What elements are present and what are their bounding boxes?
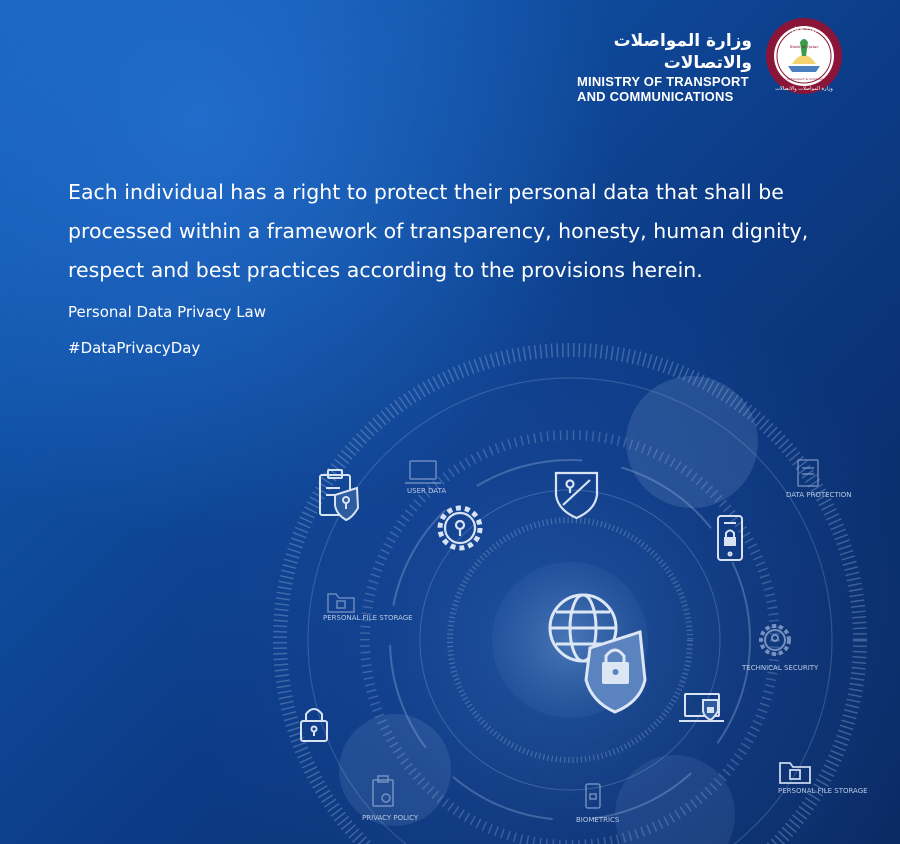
ministry-name	[560, 30, 752, 104]
biometrics-label: BIOMETRICS	[576, 816, 620, 824]
data-protection-label: DATA PROTECTION	[786, 491, 852, 499]
hashtag: #DataPrivacyDay	[68, 339, 201, 357]
emblem-english-text: State of Qatar	[789, 44, 819, 49]
phone-lock-icon	[718, 516, 742, 560]
folder-label-left: PERSONAL FILE STORAGE	[323, 614, 413, 622]
ministry-name-english-line1: MINISTRY OF TRANSPORT	[577, 74, 749, 89]
privacy-quote: Each individual has a right to protect their personal data that shall be processed within a framework of transparency, honesty, human dignity, respect and best practices according to the provisions herein.	[68, 180, 809, 282]
emblem-arabic-text: دولة قطر	[790, 26, 818, 34]
bubble	[339, 714, 451, 826]
privacy-policy-label: PRIVACY POLICY	[362, 814, 419, 822]
user-data-label: USER DATA	[407, 487, 447, 495]
folder-icon	[780, 763, 810, 783]
shield-icon	[556, 473, 597, 518]
state-emblem-icon	[764, 16, 844, 96]
gear-icon	[761, 626, 789, 654]
folder-label-right: PERSONAL FILE STORAGE	[778, 787, 868, 795]
law-title: Personal Data Privacy Law	[68, 303, 267, 321]
laptop-icon	[405, 461, 441, 483]
gear-lock-icon	[440, 508, 480, 548]
laptop-shield-icon	[679, 694, 724, 721]
technical-security-label: TECHNICAL SECURITY	[742, 664, 819, 672]
padlock-icon	[301, 709, 327, 741]
ministry-name-english-line2: AND COMMUNICATIONS	[577, 89, 734, 104]
emblem-lower-text: وزارة المواصلات والاتصالات	[775, 86, 833, 92]
ministry-name-arabic: وزارة المواصلات والاتصالات	[613, 31, 752, 73]
emblem-lower-en-text: Ministry of Transport & Communications	[773, 77, 835, 81]
folder-lock-icon	[328, 594, 354, 612]
bubble	[615, 755, 735, 844]
clipboard-lock-icon	[320, 470, 358, 520]
